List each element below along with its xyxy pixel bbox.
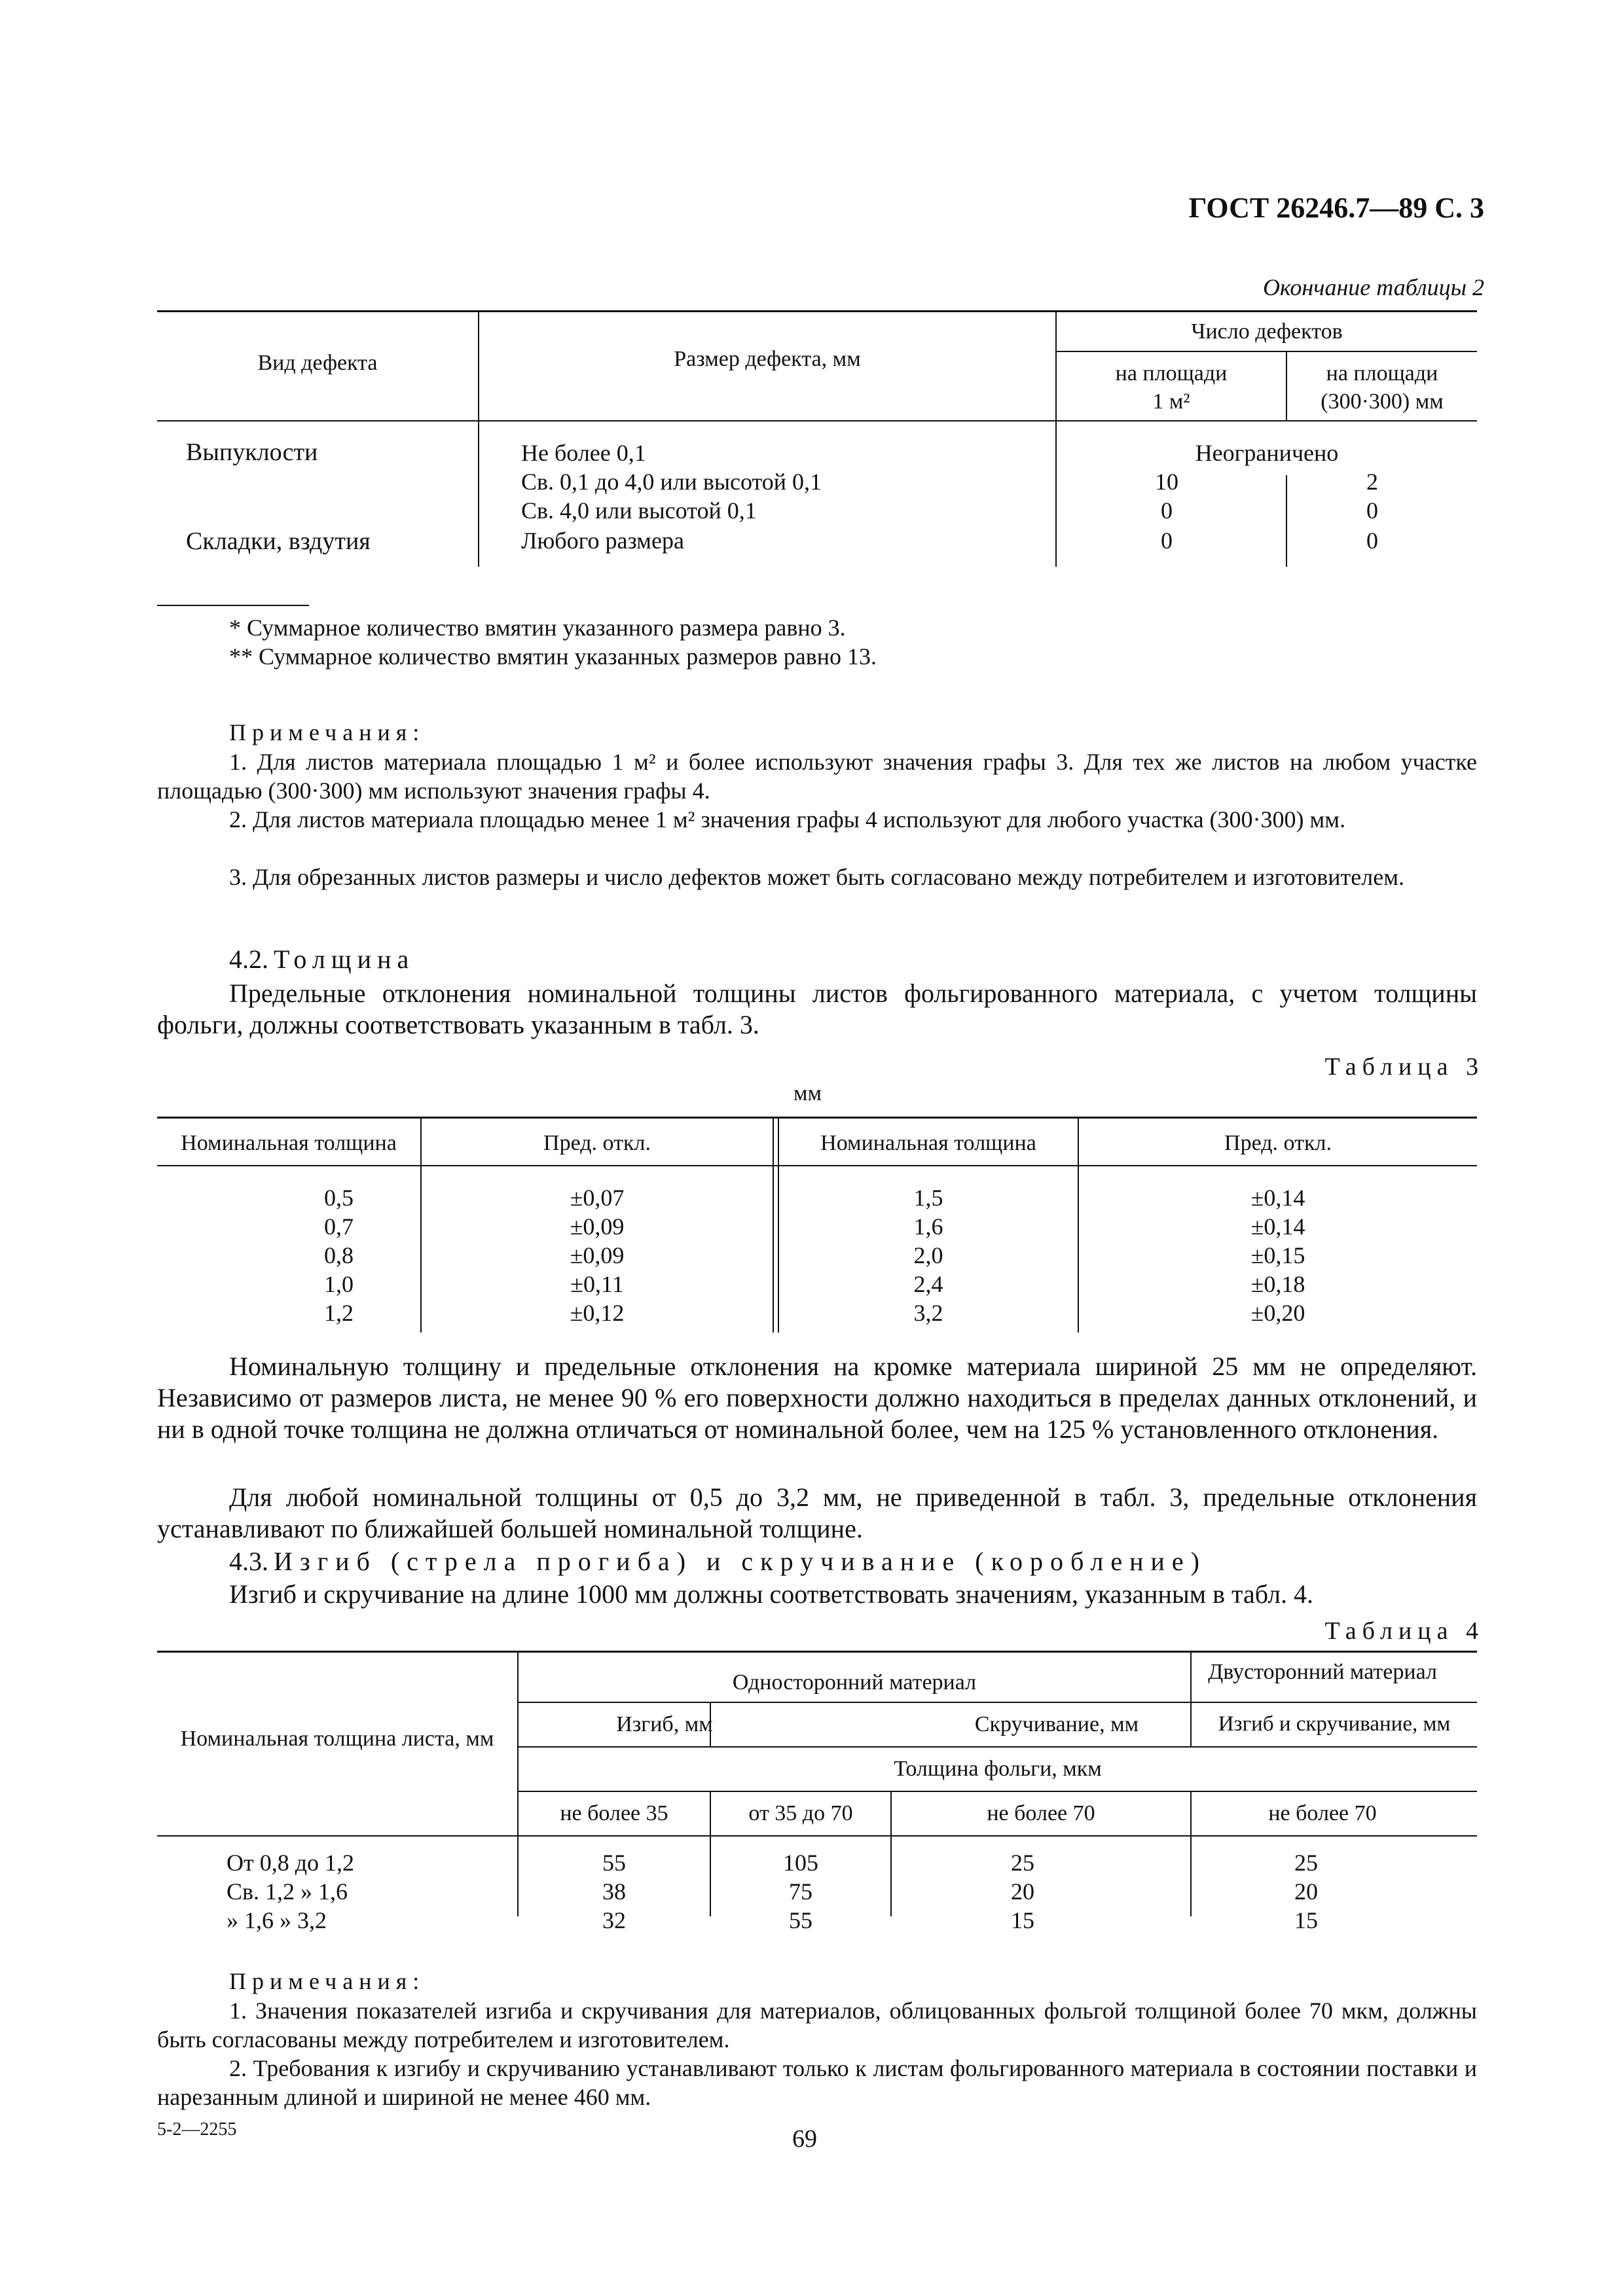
col-bend-twist: Изгиб и скручивание, мм: [1218, 1712, 1451, 1736]
table-cell: 0: [1366, 528, 1378, 554]
col-one-sided: Односторонний материал: [732, 1670, 977, 1695]
table-column: 25 20 15: [1294, 1850, 1318, 1933]
note-item: 1. Для листов материала площадью 1 м² и более используют значения графы 3. Для тех же листов на любом участке площадью (300·300) мм используют значения графы 4.: [157, 749, 1477, 804]
page-number: 69: [792, 2125, 817, 2153]
col-deviation: Пред. откл.: [1224, 1131, 1332, 1155]
document-reference: ГОСТ 26246.7—89 С. 3: [1188, 192, 1484, 224]
col-thickness: Номинальная толщина листа, мм: [180, 1727, 494, 1751]
table-row: Св. 4,0 или высотой 0,1: [521, 497, 757, 524]
table-column: 105 75 55: [783, 1850, 818, 1933]
col-sub: не более 70: [1268, 1801, 1377, 1825]
table-cell: 0: [1161, 528, 1173, 554]
col-defect-type: Вид дефекта: [257, 351, 378, 375]
note-item: 3. Для обрезанных листов размеры и число дефектов может быть согласовано между потребителем и изготовителем.: [229, 864, 1404, 890]
col-area-1m: на площади 1 м²: [1115, 361, 1228, 414]
col-sub: от 35 до 70: [748, 1801, 853, 1825]
table-row: Выпуклости: [186, 439, 318, 466]
footnote: * Суммарное количество вмятин указанного размера равно 3.: [229, 615, 846, 641]
section-heading: 4.2. Толщина: [229, 944, 415, 974]
table-column: 25 20 15: [1011, 1850, 1034, 1933]
col-foil-thickness: Толщина фольги, мкм: [894, 1757, 1102, 1781]
table-row: Складки, вздутия: [186, 528, 371, 555]
table-row: Не более 0,1: [521, 440, 646, 466]
table-cell: Неограничено: [1195, 440, 1339, 466]
table-column: От 0,8 до 1,2 Св. 1,2 » 1,6 » 1,6 » 3,2: [227, 1850, 355, 1933]
table-column: 55 38 32: [602, 1850, 626, 1933]
notes-title: Примечания:: [229, 1968, 426, 1994]
col-defect-count: Число дефектов: [1191, 319, 1343, 344]
col-twist: Скручивание, мм: [974, 1712, 1139, 1736]
table-cell: 0: [1366, 497, 1378, 524]
col-defect-size: Размер дефекта, мм: [674, 347, 861, 371]
note-item: 2. Требования к изгибу и скручиванию устанавливают только к листам фольгированного материала в состоянии поставки и нарезанным длиной и шириной не менее 460 мм.: [157, 2055, 1477, 2110]
paragraph: Для любой номинальной толщины от 0,5 до 3,2 мм, не приведенной в табл. 3, предельные отклонения устанавливают по ближайшей большей номинальной толщине.: [157, 1482, 1477, 1543]
table-3-unit: мм: [793, 1081, 822, 1105]
table-row: Св. 0,1 до 4,0 или высотой 0,1: [521, 469, 822, 495]
paragraph: Номинальную толщину и предельные отклонения на кромке материала шириной 25 мм не определяют. Независимо от размеров листа, не менее 90 % его поверхности должно находиться в пределах данных отклонений, и ни в одной точке толщина не должна отличаться от номинальной более, чем на 125 % установленного отклонения.: [157, 1352, 1477, 1444]
col-sub: не более 70: [987, 1801, 1095, 1825]
table-column: 0,5 0,7 0,8 1,0 1,2: [324, 1185, 354, 1326]
print-code: 5-2—2255: [157, 2119, 237, 2140]
table-row: Любого размера: [521, 528, 684, 554]
note-item: 2. Для листов материала площадью менее 1 м² значения графы 4 используют для любого участка (300·300) мм.: [229, 806, 1346, 833]
table-4-label: Таблица 4: [1324, 1617, 1484, 1645]
col-sub: не более 35: [560, 1801, 668, 1825]
col-nominal-thickness: Номинальная толщина: [820, 1131, 1036, 1155]
col-two-sided: Двусторонний материал: [1208, 1660, 1437, 1684]
paragraph: Изгиб и скручивание на длине 1000 мм должны соответствовать значениям, указанным в табл. 4.: [229, 1579, 1314, 1609]
table-cell: 0: [1161, 497, 1173, 524]
col-bend: Изгиб, мм: [616, 1712, 713, 1736]
col-nominal-thickness: Номинальная толщина: [181, 1131, 397, 1155]
table-continuation-label: Окончание таблицы 2: [1262, 274, 1484, 300]
table-3-label: Таблица 3: [1324, 1053, 1484, 1081]
table-column: ±0,07 ±0,09 ±0,09 ±0,11 ±0,12: [570, 1185, 625, 1326]
col-area-300: на площади (300·300) мм: [1321, 361, 1444, 414]
col-deviation: Пред. откл.: [543, 1131, 651, 1155]
table-cell: 10: [1155, 469, 1178, 495]
table-column: ±0,14 ±0,14 ±0,15 ±0,18 ±0,20: [1250, 1185, 1305, 1326]
table-column: 1,5 1,6 2,0 2,4 3,2: [913, 1185, 943, 1326]
notes-title: Примечания:: [229, 719, 426, 745]
note-item: 1. Значения показателей изгиба и скручивания для материалов, облицованных фольгой толщиной более 70 мкм, должны быть согласованы между потребителем и изготовителем.: [157, 1998, 1477, 2053]
paragraph: Предельные отклонения номинальной толщины листов фольгированного материала, с учетом толщины фольги, должны соответствовать указанным в табл. 3.: [157, 978, 1477, 1039]
table-cell: 2: [1366, 469, 1378, 495]
footnote: ** Суммарное количество вмятин указанных размеров равно 13.: [229, 643, 877, 670]
section-heading: 4.3. Изгиб (стрела прогиба) и скручивание (коробление): [229, 1547, 1207, 1576]
